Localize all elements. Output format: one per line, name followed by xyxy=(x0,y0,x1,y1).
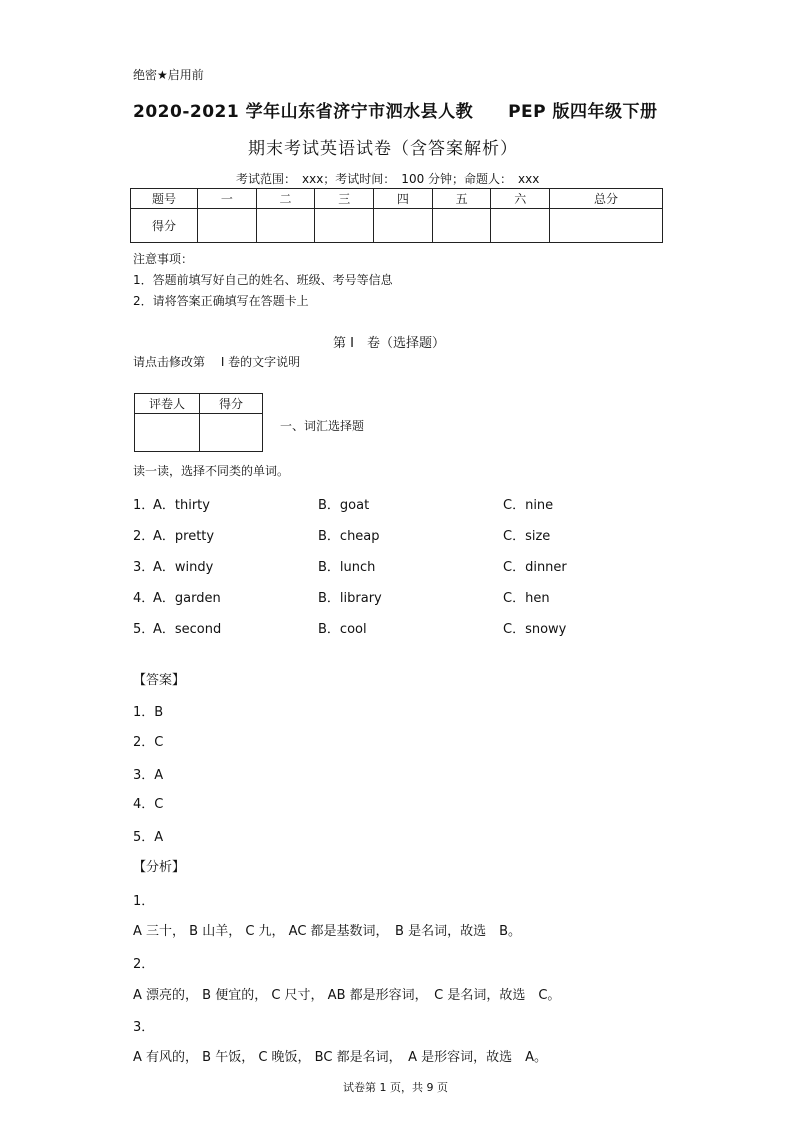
analysis-text: A 有风的， B 午饭， C 晚饭， BC 都是名词， A 是形容词，故选 A。 xyxy=(133,1050,548,1065)
answer-item: 3．A xyxy=(133,768,164,783)
document-subtitle: 期末考试英语试卷（含答案解析） xyxy=(248,139,518,159)
grader-cell[interactable] xyxy=(135,414,200,452)
option-b[interactable]: B．library xyxy=(318,591,382,606)
question-number: 1． xyxy=(133,498,155,513)
notes-item: 1．答题前填写好自己的姓名、班级、考号等信息 xyxy=(133,273,393,287)
option-c[interactable]: C．hen xyxy=(503,591,550,606)
option-b[interactable]: B．cheap xyxy=(318,529,380,544)
notes-item: 2．请将答案正确填写在答题卡上 xyxy=(133,294,309,308)
option-b[interactable]: B．lunch xyxy=(318,560,376,575)
secret-label: 绝密★启用前 xyxy=(133,68,204,82)
analysis-title: 【分析】 xyxy=(133,860,186,875)
section-instruction: 读一读，选择不同类的单词。 xyxy=(133,464,290,478)
option-c[interactable]: C．snowy xyxy=(503,622,567,637)
score-table-column: 五 xyxy=(432,189,491,209)
grader-cell[interactable] xyxy=(200,414,263,452)
answer-item: 2．C xyxy=(133,735,164,750)
score-cell[interactable] xyxy=(256,209,315,243)
answer-item: 4．C xyxy=(133,797,164,812)
analysis-number: 2． xyxy=(133,957,155,972)
exam-info: 考试范围： xxx；考试时间： 100 分钟；命题人： xxx xyxy=(236,172,540,186)
score-cell[interactable] xyxy=(315,209,374,243)
score-table-column: 四 xyxy=(374,189,433,209)
document-title: 2020-2021 学年山东省济宁市泗水县人教 PEP 版四年级下册 xyxy=(133,102,658,122)
score-table-header-cell: 题号 xyxy=(131,189,198,209)
score-cell[interactable] xyxy=(550,209,663,243)
answers-title: 【答案】 xyxy=(133,673,186,688)
page-footer: 试卷第 1 页，共 9 页 xyxy=(343,1081,448,1094)
analysis-number: 3． xyxy=(133,1020,155,1035)
analysis-text: A 三十， B 山羊， C 九， AC 都是基数词， B 是名词，故选 B。 xyxy=(133,924,522,939)
option-a[interactable]: A．pretty xyxy=(153,529,215,544)
option-b[interactable]: B．goat xyxy=(318,498,370,513)
option-a[interactable]: A．thirty xyxy=(153,498,210,513)
answer-item: 1．B xyxy=(133,705,164,720)
analysis-number: 1． xyxy=(133,894,155,909)
score-table-column: 总分 xyxy=(550,189,663,209)
notes-title: 注意事项： xyxy=(133,252,194,266)
option-a[interactable]: A．garden xyxy=(153,591,221,606)
option-c[interactable]: C．size xyxy=(503,529,551,544)
score-table-column: 二 xyxy=(256,189,315,209)
volume-title: 第 I 卷（选择题） xyxy=(333,336,445,351)
question-number: 2． xyxy=(133,529,155,544)
score-table xyxy=(130,188,663,243)
analysis-text: A 漂亮的， B 便宜的， C 尺寸， AB 都是形容词， C 是名词，故选 C。 xyxy=(133,988,561,1003)
question-number: 4． xyxy=(133,591,155,606)
score-cell[interactable] xyxy=(374,209,433,243)
score-table-header-cell: 得分 xyxy=(131,209,198,243)
option-c[interactable]: C．dinner xyxy=(503,560,567,575)
score-table-column: 三 xyxy=(315,189,374,209)
score-cell[interactable] xyxy=(198,209,257,243)
question-number: 3． xyxy=(133,560,155,575)
question-number: 5． xyxy=(133,622,155,637)
option-a[interactable]: A．windy xyxy=(153,560,214,575)
grader-header: 评卷人 xyxy=(135,394,200,414)
volume-description[interactable]: 请点击修改第 I 卷的文字说明 xyxy=(133,355,301,369)
score-table-column: 六 xyxy=(491,189,550,209)
option-c[interactable]: C．nine xyxy=(503,498,554,513)
score-table-column: 一 xyxy=(198,189,257,209)
option-b[interactable]: B．cool xyxy=(318,622,367,637)
score-cell[interactable] xyxy=(432,209,491,243)
section-title: 一、词汇选择题 xyxy=(280,419,365,433)
answer-item: 5．A xyxy=(133,830,164,845)
grader-table xyxy=(134,393,263,452)
grader-header: 得分 xyxy=(200,394,263,414)
option-a[interactable]: A．second xyxy=(153,622,222,637)
score-cell[interactable] xyxy=(491,209,550,243)
